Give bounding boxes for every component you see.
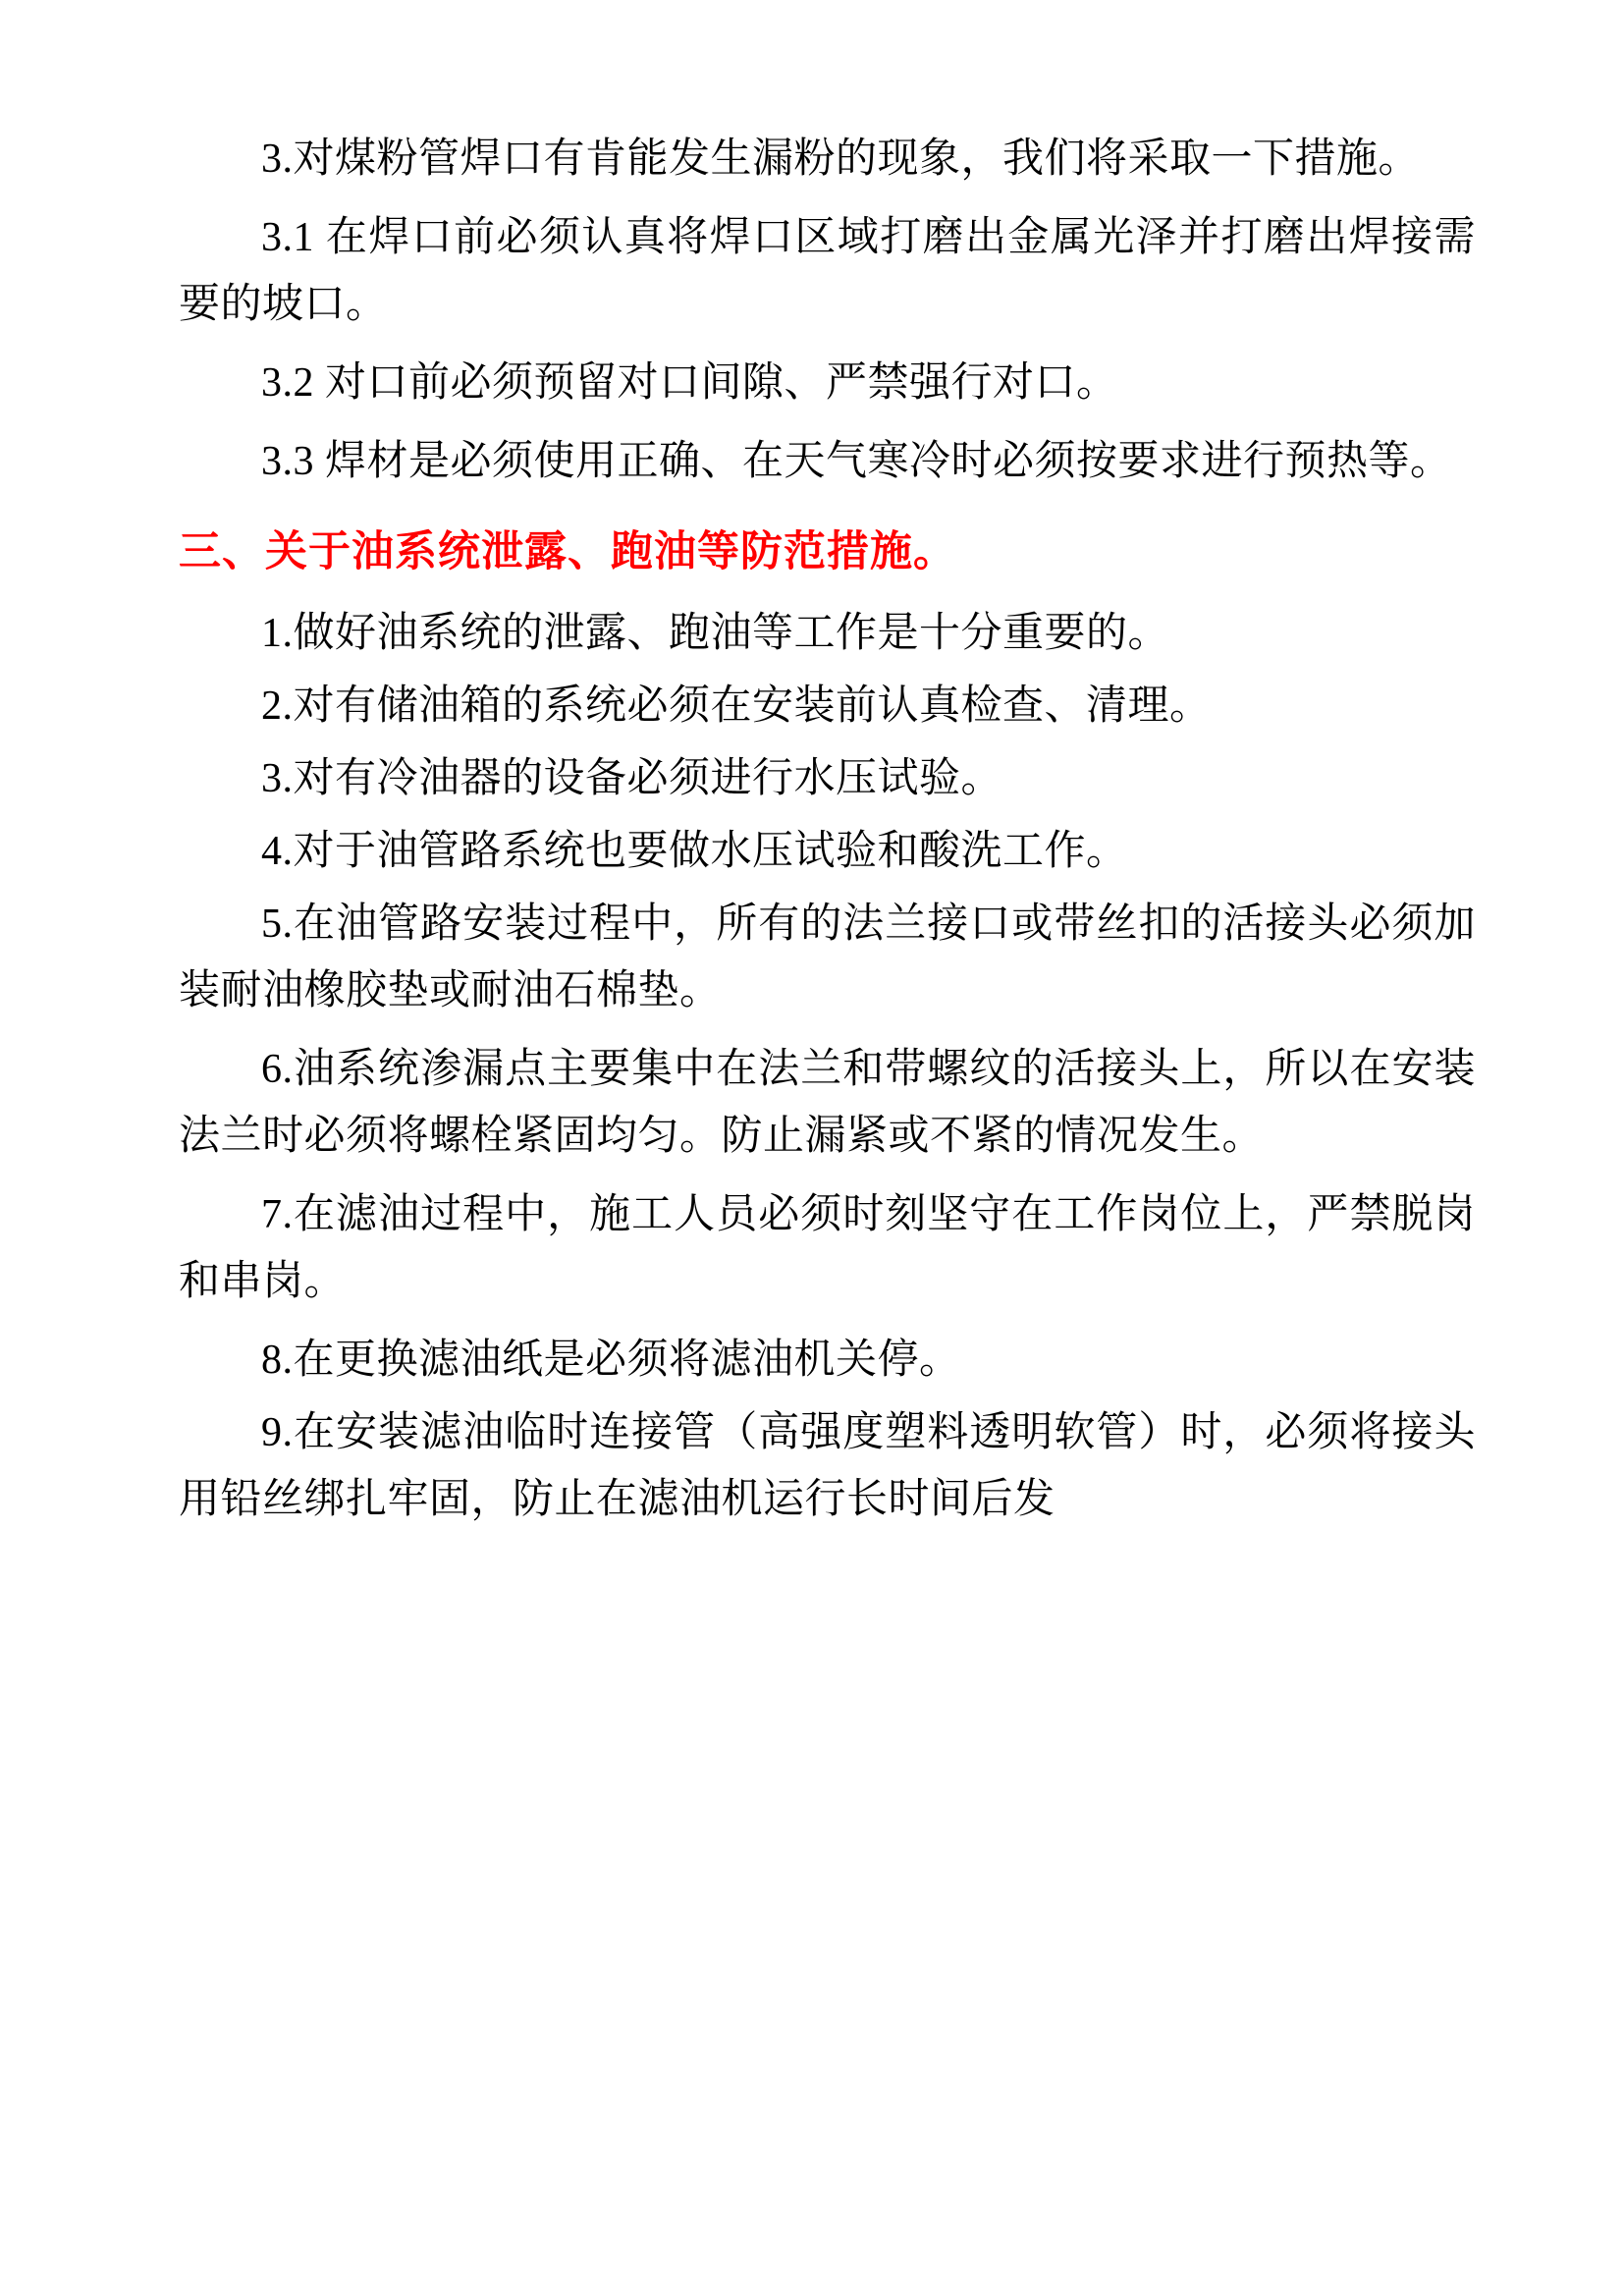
paragraph-oil-5: 5.在油管路安装过程中，所有的法兰接口或带丝扣的活接头必须加装耐油橡胶垫或耐油石棉垫。 — [179, 901, 1476, 1013]
paragraph-oil-8: 8.在更换滤油纸是必须将滤油机关停。 — [261, 1338, 961, 1384]
paragraph-oil-9: 9.在安装滤油临时连接管（高强度塑料透明软管）时，必须将接头用铅丝绑扎牢固，防止在滤油机运行长时间后发 — [179, 1410, 1476, 1523]
paragraph-oil-7: 7.在滤油过程中，施工人员必须时刻坚守在工作岗位上，严禁脱岗和串岗。 — [179, 1192, 1476, 1305]
document-body — [179, 116, 1476, 1533]
paragraph-3-3: 3.3 焊材是必须使用正确、在天气寒冷时必须按要求进行预热等。 — [261, 439, 1452, 485]
paragraph-oil-6: 6.油系统渗漏点主要集中在法兰和带螺纹的活接头上，所以在安装法兰时必须将螺栓紧固均匀。防止漏紧或不紧的情况发生。 — [179, 1046, 1476, 1160]
paragraph-3-1: 3.1 在焊口前必须认真将焊口区域打磨出金属光泽并打磨出焊接需要的坡口。 — [179, 215, 1476, 328]
section-heading-three: 三、关于油系统泄露、跑油等防范措施。 — [179, 529, 956, 576]
paragraph-oil-3: 3.对有冷油器的设备必须进行水压试验。 — [261, 755, 1003, 801]
top-spacer — [179, 116, 1476, 126]
paragraph-oil-2: 2.对有储油箱的系统必须在安装前认真检查、清理。 — [261, 683, 1212, 729]
paragraph-oil-1: 1.做好油系统的泄露、跑油等工作是十分重要的。 — [261, 610, 1170, 656]
paragraph-3-intro: 3.对煤粉管焊口有肯能发生漏粉的现象，我们将采取一下措施。 — [261, 137, 1421, 182]
paragraph-3-2: 3.2 对口前必须预留对口间隙、严禁强行对口。 — [261, 360, 1118, 407]
paragraph-oil-4: 4.对于油管路系统也要做水压试验和酸洗工作。 — [261, 828, 1128, 874]
